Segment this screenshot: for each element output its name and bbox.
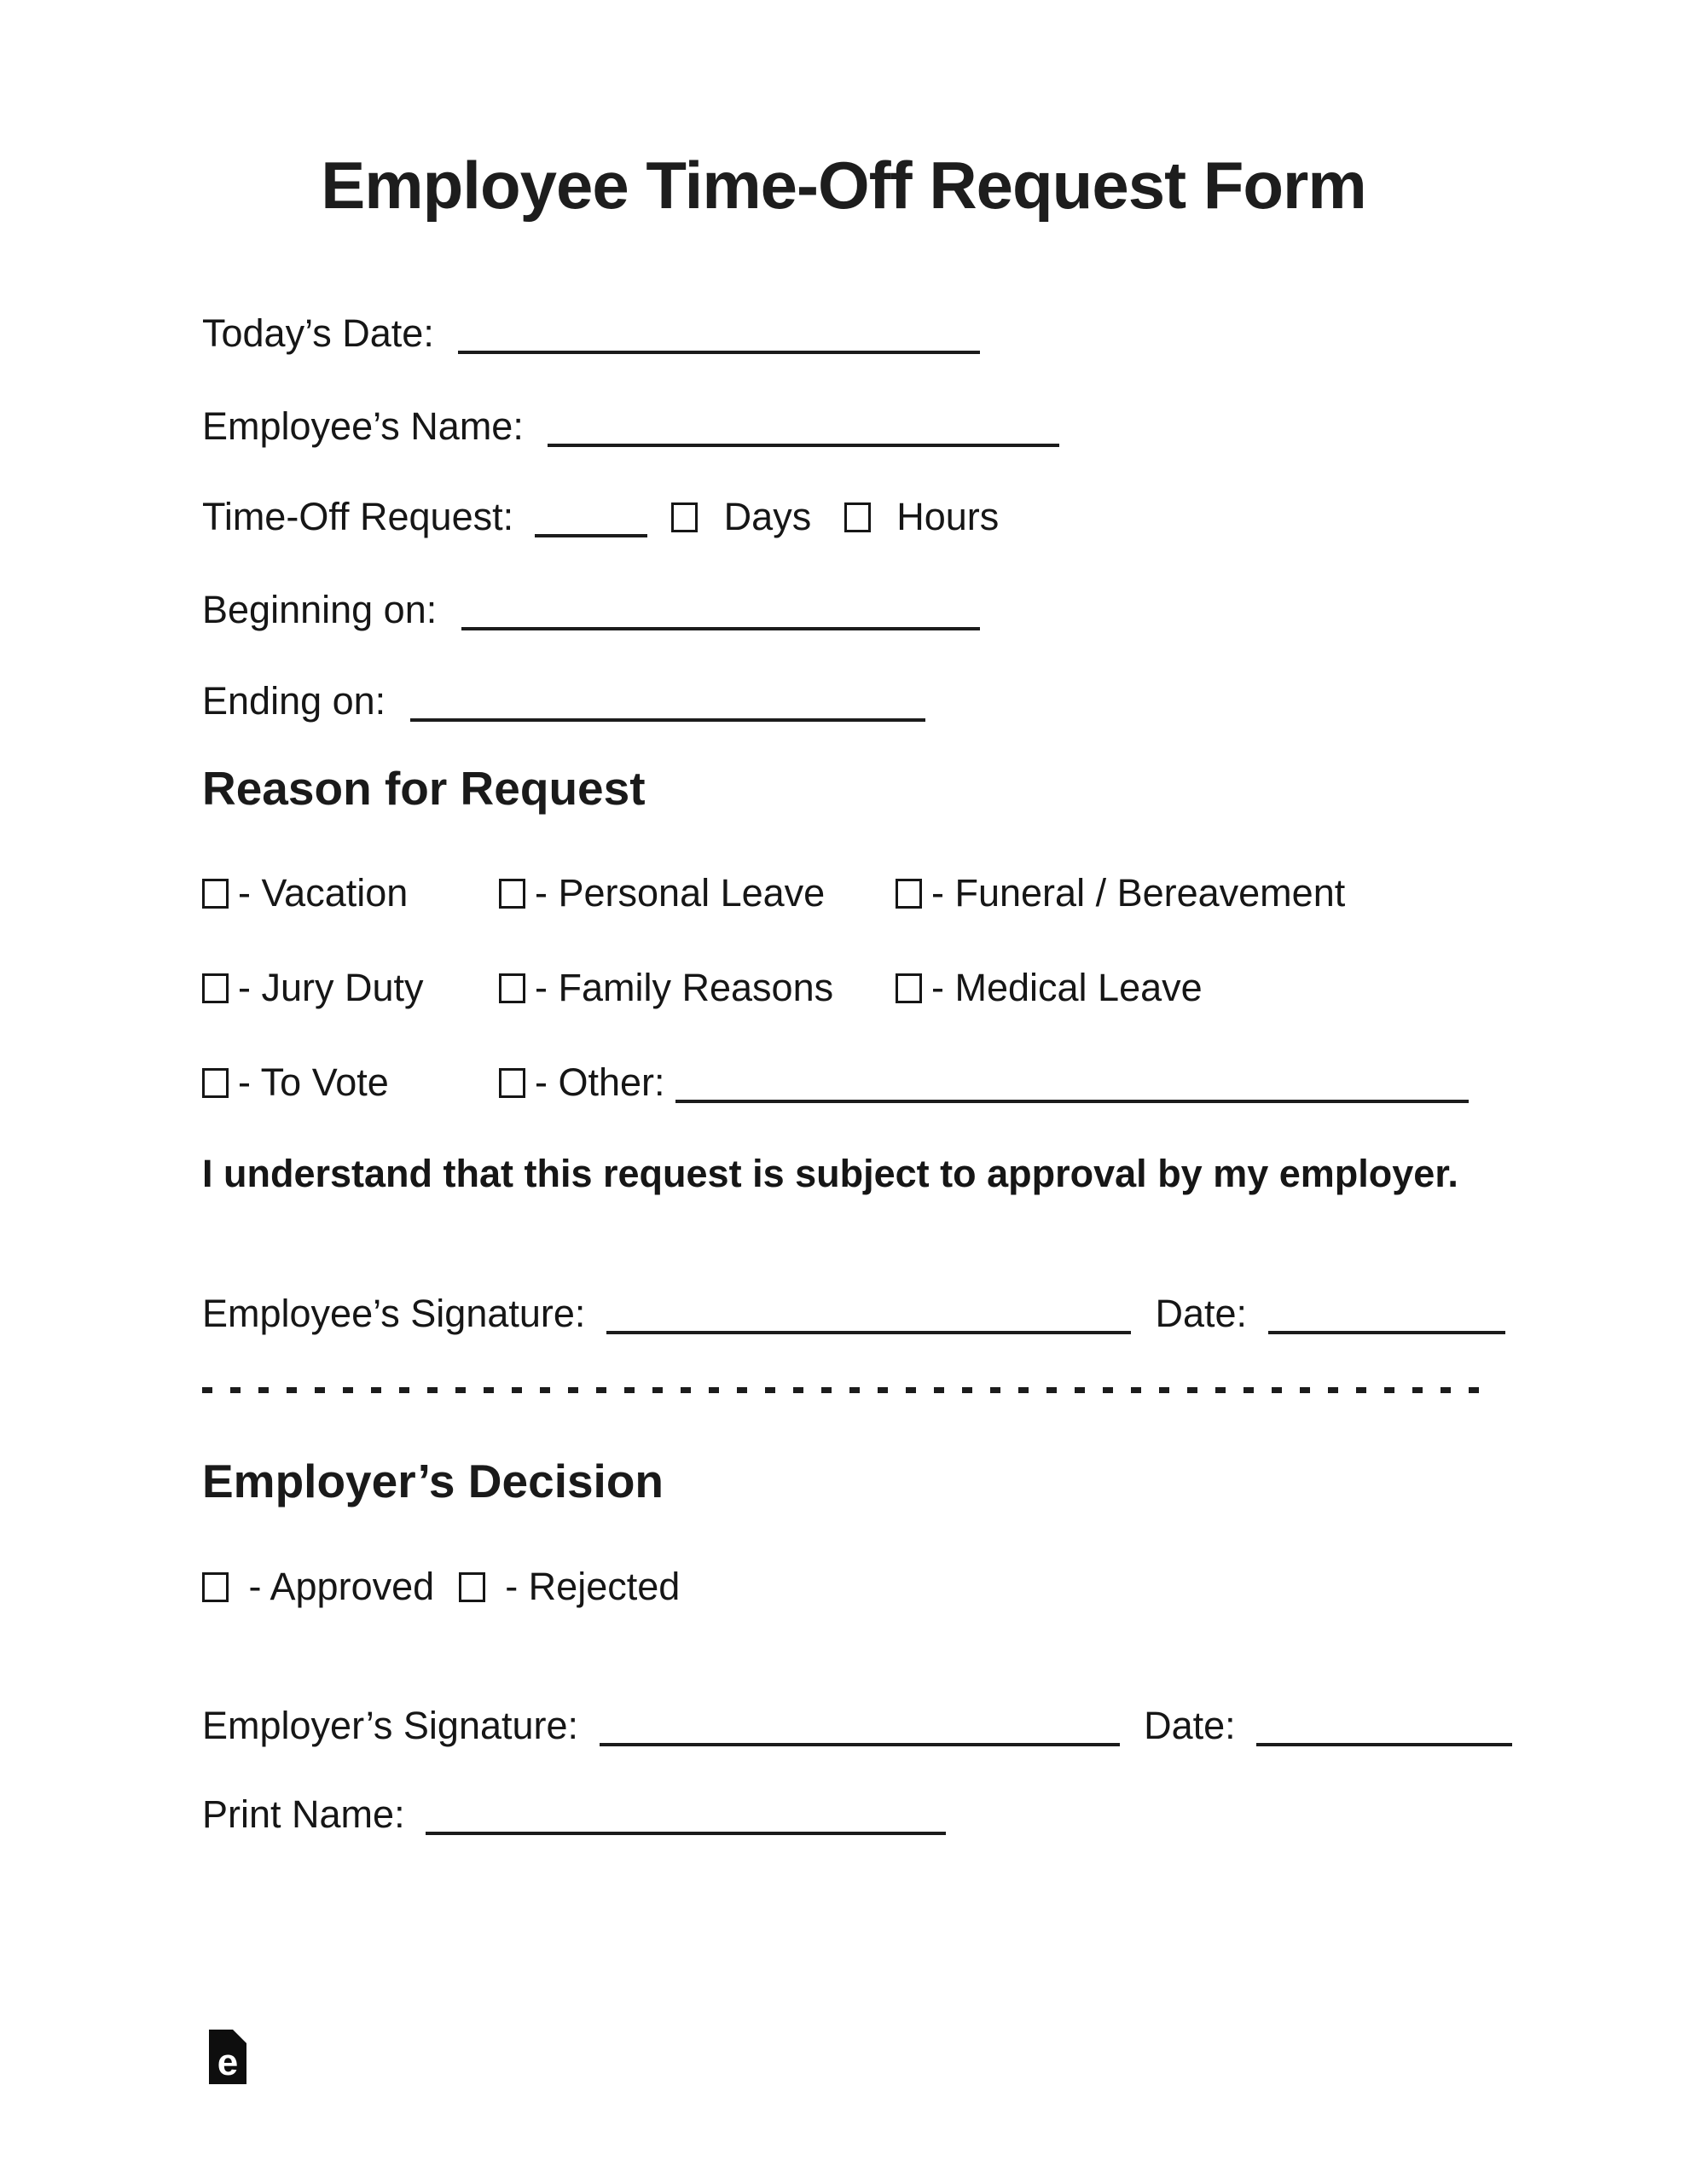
employee-name-input-line[interactable]: [548, 442, 1059, 447]
jury-duty-option: [202, 966, 499, 1010]
employee-signature-label: Employee’s Signature:: [202, 1292, 586, 1335]
family-reasons-checkbox[interactable]: [499, 973, 525, 1003]
to-vote-option: [202, 1060, 499, 1105]
print-name-row: [202, 1792, 946, 1837]
other-label: - Other:: [535, 1060, 665, 1104]
dashed-separator: [202, 1387, 1484, 1393]
employer-signature-label: Employer’s Signature:: [202, 1704, 579, 1747]
reason-options-row-1: [202, 871, 1345, 915]
personal-leave-label: - Personal Leave: [535, 871, 826, 915]
beginning-on-input-line[interactable]: [461, 625, 980, 630]
medical-leave-checkbox[interactable]: [896, 973, 922, 1003]
funeral-bereavement-label: - Funeral / Bereavement: [931, 871, 1346, 915]
employers-decision-heading: Employer’s Decision: [202, 1455, 664, 1507]
employee-signature-row: [202, 1292, 1505, 1336]
personal-leave-option: [499, 871, 896, 915]
time-off-request-label: Time-Off Request:: [202, 495, 514, 538]
family-reasons-option: [499, 966, 896, 1010]
eforms-logo: [209, 2030, 246, 2084]
rejected-checkbox[interactable]: [459, 1572, 485, 1602]
employee-signature-input-line[interactable]: [606, 1329, 1131, 1334]
ending-on-input-line[interactable]: [410, 717, 925, 722]
other-option: [499, 1060, 1469, 1104]
time-off-amount-input-line[interactable]: [535, 532, 647, 537]
reason-for-request-heading: Reason for Request: [202, 762, 646, 815]
print-name-label: Print Name:: [202, 1792, 405, 1836]
other-checkbox[interactable]: [499, 1068, 525, 1098]
employer-signature-row: [202, 1704, 1512, 1748]
vacation-option: [202, 871, 499, 915]
employer-date-input-line[interactable]: [1256, 1741, 1512, 1746]
family-reasons-label: - Family Reasons: [535, 966, 834, 1009]
hours-label: Hours: [896, 495, 1000, 538]
reason-options-row-2: [202, 966, 1203, 1010]
medical-leave-label: - Medical Leave: [931, 966, 1203, 1009]
approved-checkbox[interactable]: [202, 1572, 229, 1602]
to-vote-label: - To Vote: [238, 1060, 389, 1104]
todays-date-row: [202, 311, 980, 356]
logo-letter: e: [217, 2042, 239, 2083]
time-off-request-row: [202, 495, 999, 539]
employer-date-label: Date:: [1144, 1704, 1236, 1747]
ending-on-row: [202, 679, 925, 723]
vacation-label: - Vacation: [238, 871, 409, 915]
days-checkbox[interactable]: [671, 502, 698, 532]
print-name-input-line[interactable]: [426, 1830, 946, 1835]
decision-options-row: [202, 1565, 680, 1609]
medical-leave-option: [896, 966, 1203, 1010]
page-title: Employee Time-Off Request Form: [321, 148, 1366, 223]
beginning-on-row: [202, 588, 980, 632]
employee-name-label: Employee’s Name:: [202, 404, 524, 448]
employee-name-row: [202, 404, 1059, 449]
approved-label: - Approved: [248, 1565, 435, 1608]
personal-leave-checkbox[interactable]: [499, 879, 525, 909]
other-input-line[interactable]: [675, 1098, 1469, 1103]
funeral-bereavement-option: [896, 871, 1345, 915]
hours-checkbox[interactable]: [844, 502, 871, 532]
employee-date-label: Date:: [1155, 1292, 1248, 1335]
ending-on-label: Ending on:: [202, 679, 386, 723]
employer-signature-input-line[interactable]: [600, 1741, 1120, 1746]
todays-date-label: Today’s Date:: [202, 311, 434, 355]
to-vote-checkbox[interactable]: [202, 1068, 229, 1098]
employee-date-input-line[interactable]: [1268, 1329, 1505, 1334]
jury-duty-checkbox[interactable]: [202, 973, 229, 1003]
approval-statement: I understand that this request is subject to approval by my employer.: [202, 1152, 1458, 1195]
todays-date-input-line[interactable]: [458, 349, 980, 354]
vacation-checkbox[interactable]: [202, 879, 229, 909]
funeral-bereavement-checkbox[interactable]: [896, 879, 922, 909]
days-label: Days: [723, 495, 812, 538]
reason-options-row-3: [202, 1060, 1469, 1105]
jury-duty-label: - Jury Duty: [238, 966, 424, 1009]
rejected-label: - Rejected: [505, 1565, 681, 1608]
beginning-on-label: Beginning on:: [202, 588, 438, 631]
